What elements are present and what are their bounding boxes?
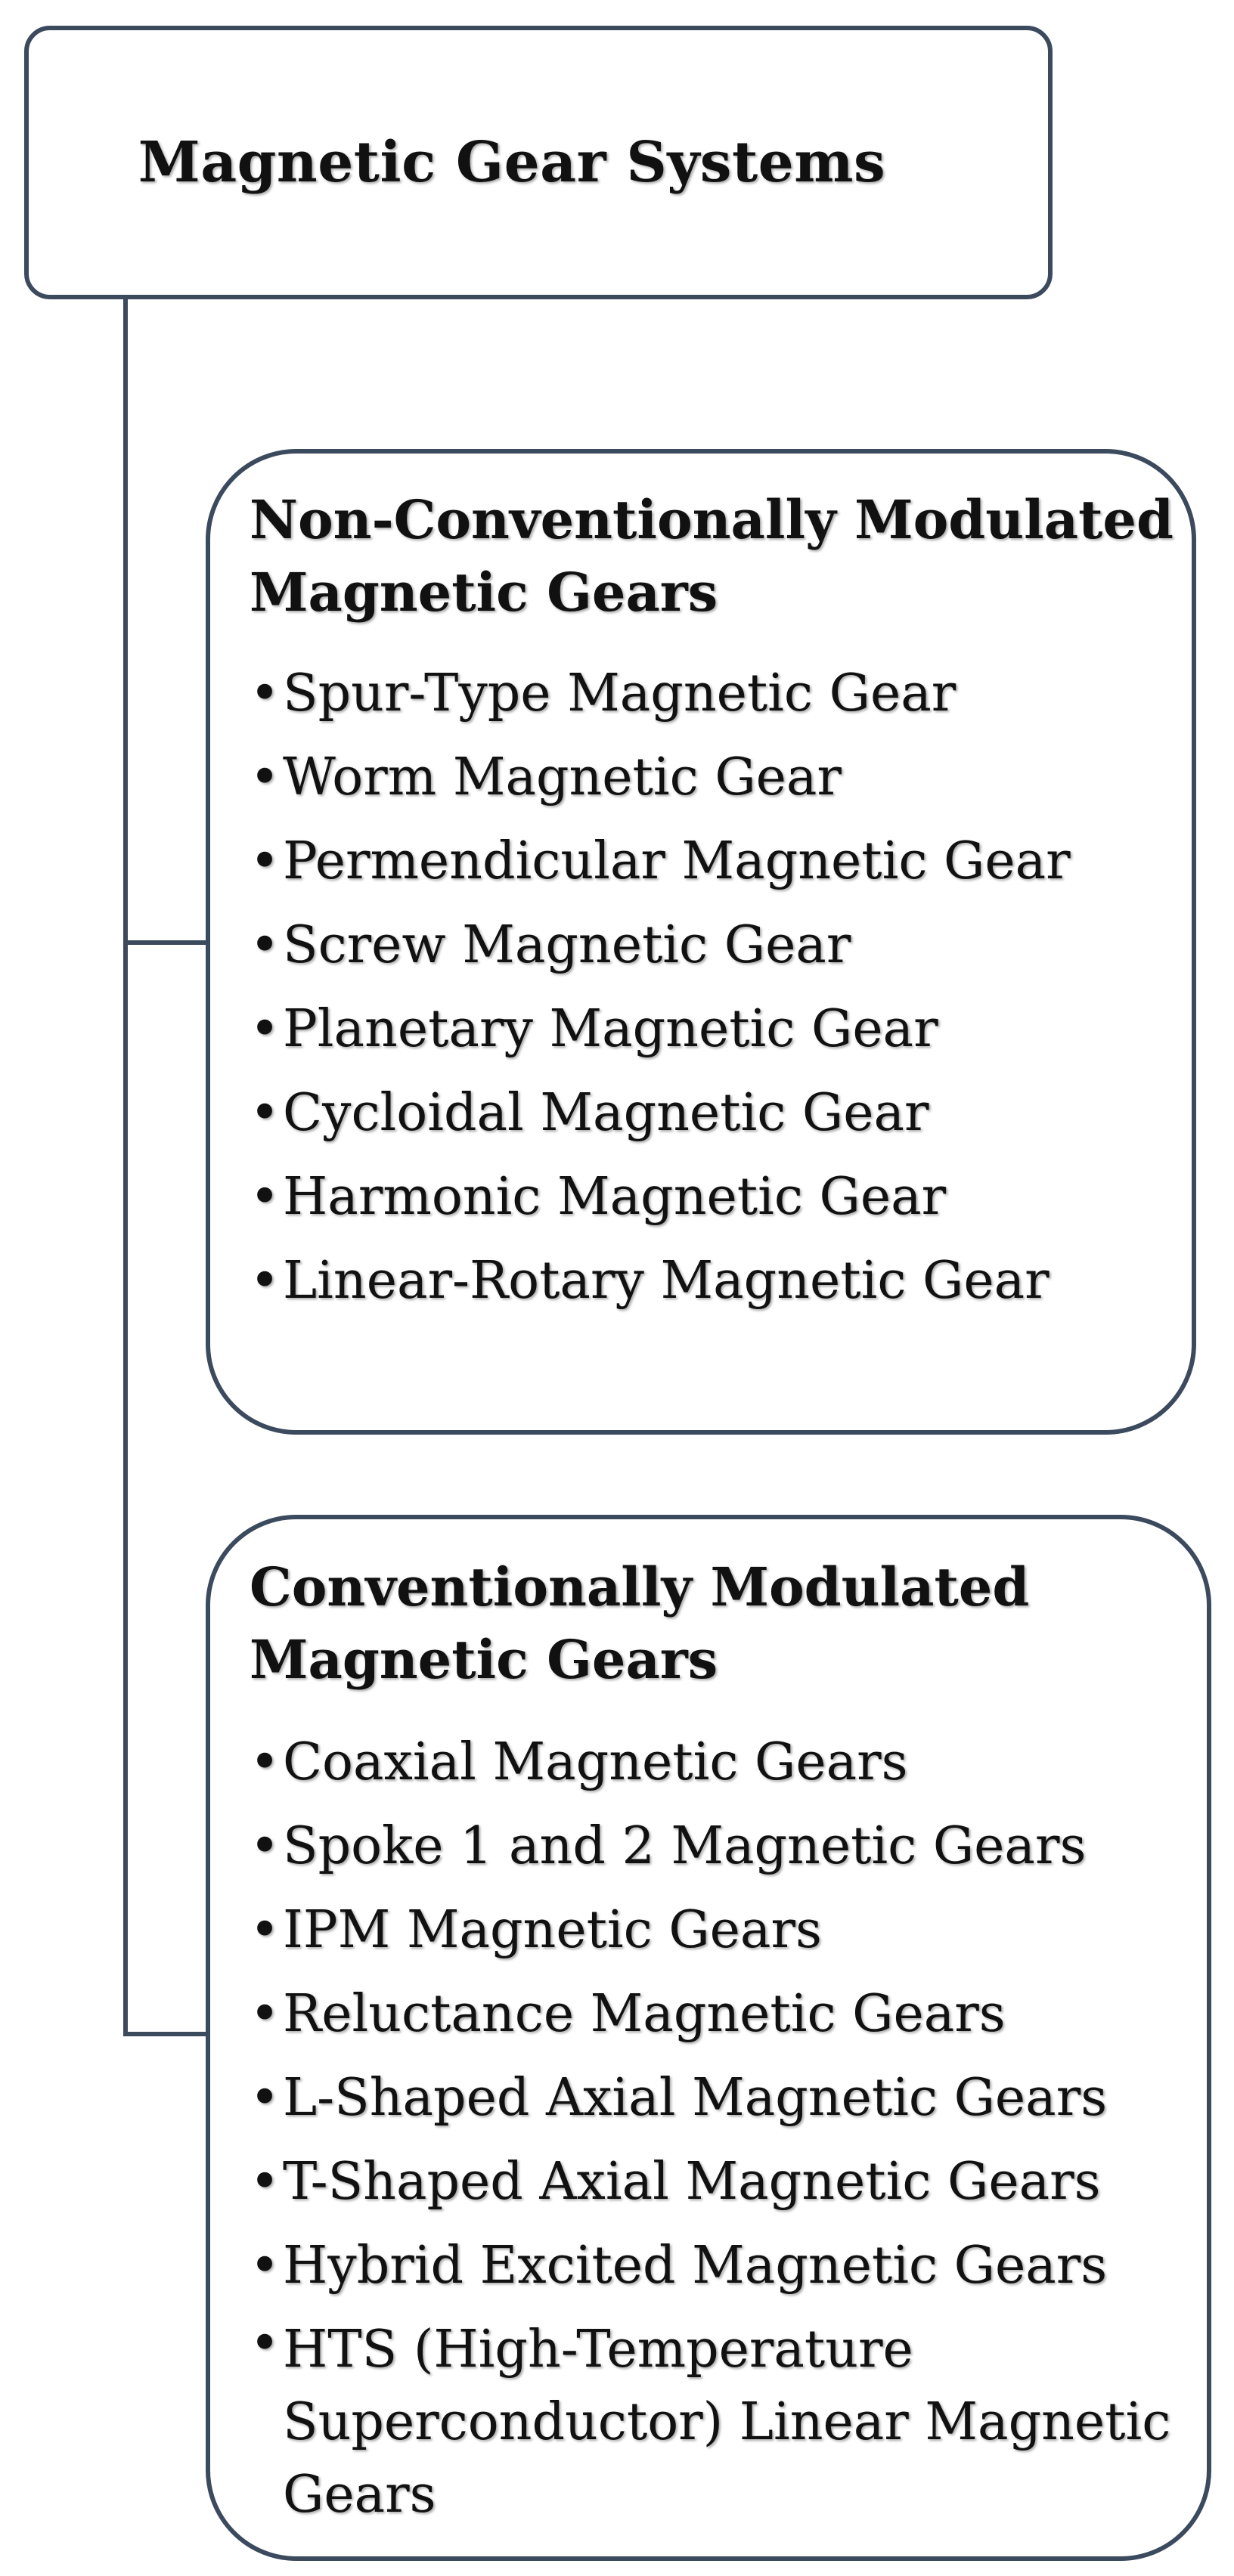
- list-item-label: Reluctance Magnetic Gears: [283, 1984, 1006, 2044]
- list-item-label: L-Shaped Axial Magnetic Gears: [283, 2068, 1108, 2128]
- list-item: [250, 2224, 1190, 2308]
- list-item: [250, 652, 1071, 735]
- node-title: [250, 484, 1174, 629]
- root-title: Magnetic Gear Systems: [138, 130, 886, 195]
- list-item-label: IPM Magnetic Gears: [283, 1900, 822, 1960]
- list-item-label: HTS (High-Temperature Superconductor) Linear Magnetic Gears: [283, 2320, 1171, 2525]
- bullet-icon: •: [250, 1984, 281, 2044]
- list-item: [250, 1071, 1071, 1155]
- list-item: [250, 987, 1071, 1071]
- gear-type-list: [250, 652, 1071, 1323]
- bullet-icon: •: [250, 2152, 281, 2212]
- bullet-icon: •: [250, 1732, 281, 1792]
- node-title-line-1: Non-Conventionally Modulated: [250, 488, 1174, 551]
- list-item: [250, 1239, 1071, 1323]
- list-item: [250, 735, 1071, 819]
- bullet-icon: •: [250, 1083, 281, 1143]
- list-item-label: Worm Magnetic Gear: [283, 748, 842, 807]
- node-title-line-2: Magnetic Gears: [250, 561, 718, 624]
- branch-connector-non-conventional: [123, 940, 208, 945]
- node-title-line-1: Conventionally Modulated: [250, 1556, 1030, 1618]
- list-item-label: Spur-Type Magnetic Gear: [283, 664, 957, 723]
- bullet-icon: •: [250, 2314, 281, 2373]
- node-title-line-2: Magnetic Gears: [250, 1628, 718, 1691]
- list-item-label: Spoke 1 and 2 Magnetic Gears: [283, 1816, 1087, 1876]
- list-item: [250, 1155, 1071, 1239]
- bullet-icon: •: [250, 1251, 281, 1311]
- bullet-icon: •: [250, 1900, 281, 1960]
- bullet-icon: •: [250, 831, 281, 891]
- list-item: [250, 1972, 1190, 2056]
- list-item: [250, 1804, 1190, 1888]
- bullet-icon: •: [250, 664, 281, 723]
- gear-type-list: [250, 1720, 1190, 2531]
- bullet-icon: •: [250, 915, 281, 975]
- bullet-icon: •: [250, 999, 281, 1059]
- bullet-icon: •: [250, 2068, 281, 2128]
- list-item-label: Cycloidal Magnetic Gear: [283, 1083, 929, 1143]
- list-item-label: Permendicular Magnetic Gear: [283, 831, 1071, 891]
- bullet-icon: •: [250, 1816, 281, 1876]
- conventional-gears-node: [206, 1515, 1211, 2561]
- non-conventional-gears-node: [206, 449, 1196, 1435]
- bullet-icon: •: [250, 748, 281, 807]
- list-item: [250, 819, 1071, 903]
- list-item-label: Hybrid Excited Magnetic Gears: [283, 2236, 1108, 2296]
- list-item: [250, 903, 1071, 987]
- list-item-label: Linear-Rotary Magnetic Gear: [283, 1251, 1050, 1311]
- list-item-label: Harmonic Magnetic Gear: [283, 1167, 947, 1227]
- bullet-icon: •: [250, 2236, 281, 2296]
- list-item: [250, 1720, 1190, 1804]
- bullet-icon: •: [250, 1167, 281, 1227]
- list-item: [250, 2308, 1190, 2531]
- list-item-label: T-Shaped Axial Magnetic Gears: [283, 2152, 1101, 2212]
- list-item: [250, 2056, 1190, 2140]
- branch-connector-conventional: [123, 2032, 208, 2036]
- list-item-label: Planetary Magnetic Gear: [283, 999, 938, 1059]
- trunk-connector-line: [123, 299, 128, 2036]
- list-item: [250, 2140, 1190, 2224]
- list-item-label: Coaxial Magnetic Gears: [283, 1732, 908, 1792]
- node-title: [250, 1551, 1029, 1696]
- list-item-label: Screw Magnetic Gear: [283, 915, 851, 975]
- list-item: [250, 1888, 1190, 1972]
- root-node: [24, 26, 1053, 299]
